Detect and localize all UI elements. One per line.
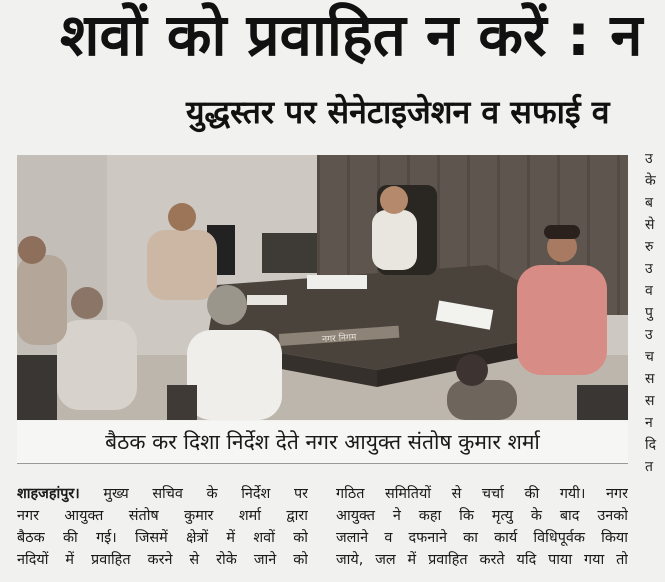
headline — [0, 0, 665, 76]
photo-caption: बैठक कर दिशा निर्देश देते नगर आयुक्त संतोष कुमार शर्मा — [105, 430, 540, 454]
article-line: नदियों में प्रवाहित करने से रोके जाने को — [17, 552, 308, 568]
article-line: बैठक की गई। जिसमें क्षेत्रों में शवों को — [17, 530, 308, 546]
photo-sign: नगर निगम — [321, 332, 357, 346]
photo-caption-box — [17, 421, 628, 464]
article-dateline: शाहजहांपुर। — [17, 486, 80, 502]
subheadline — [0, 88, 665, 136]
article-line: जलाने व दफनाने का कार्य विधिपूर्वक किया — [336, 530, 628, 546]
article-column-1 — [17, 483, 308, 582]
article-line: गठित समितियों से चर्चा की गयी। नगर — [336, 486, 628, 502]
article-line: नगर आयुक्त संतोष कुमार शर्मा द्वारा — [17, 508, 308, 524]
adjacent-column-strip: उ के ब से रु उ व पु उ च स स न दि त — [645, 151, 657, 475]
news-photo — [17, 155, 628, 420]
subheadline-text: युद्धस्तर पर सेनेटाइजेशन व सफाई व — [186, 93, 610, 131]
article-line: शाहजहांपुर। मुख्य सचिव के निर्देश पर — [17, 486, 308, 502]
meeting-photo-illustration — [17, 155, 628, 420]
headline-text: शवों को प्रवाहित न करें : न — [60, 1, 643, 69]
article-column-2 — [336, 483, 628, 582]
article-line: जाये, जल में प्रवाहित करते यदि पाया गया तो — [336, 552, 628, 568]
article-line: आयुक्त ने कहा कि मृत्यु के बाद उनको — [336, 508, 628, 524]
